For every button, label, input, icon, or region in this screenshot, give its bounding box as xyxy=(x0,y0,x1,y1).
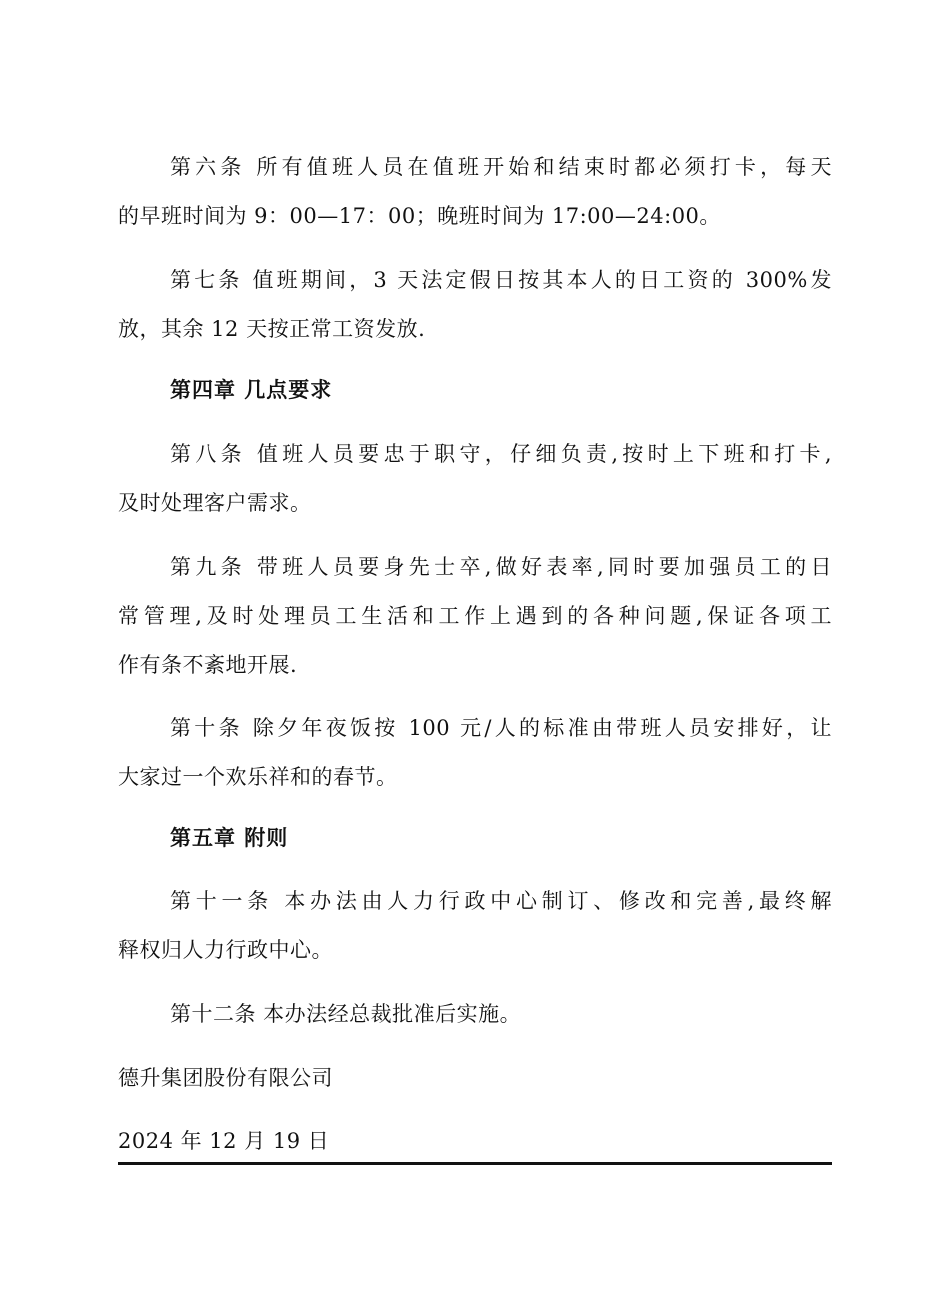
article-10-line-1: 第十条 除夕年夜饭按 100 元/人的标准由带班人员安排好，让 xyxy=(170,716,832,740)
article-9-line-3: 作有条不紊地开展. xyxy=(118,653,298,677)
footer-divider xyxy=(118,1162,832,1165)
article-7-line-2: 放，其余 12 天按正常工资发放. xyxy=(118,317,426,341)
chapter-5-heading: 第五章 附则 xyxy=(170,826,289,850)
company-name: 德升集团股份有限公司 xyxy=(118,1066,333,1090)
article-6-line-1: 第六条 所有值班人员在值班开始和结束时都必须打卡，每天 xyxy=(170,155,832,179)
article-7-line-1: 第七条 值班期间，3 天法定假日按其本人的日工资的 300%发 xyxy=(170,268,832,292)
article-10-line-2: 大家过一个欢乐祥和的春节。 xyxy=(118,765,398,789)
article-8-line-2: 及时处理客户需求。 xyxy=(118,491,312,515)
article-11-line-2: 释权归人力行政中心。 xyxy=(118,938,333,962)
article-6-line-2: 的早班时间为 9：00—17：00；晚班时间为 17:00—24:00。 xyxy=(118,204,721,228)
chapter-4-heading: 第四章 几点要求 xyxy=(170,378,333,402)
article-9-line-2: 常管理,及时处理员工生活和工作上遇到的各种问题,保证各项工 xyxy=(118,604,832,628)
article-9-line-1: 第九条 带班人员要身先士卒,做好表率,同时要加强员工的日 xyxy=(170,555,832,579)
article-11-line-1: 第十一条 本办法由人力行政中心制订、修改和完善,最终解 xyxy=(170,889,832,913)
article-8-line-1: 第八条 值班人员要忠于职守，仔细负责,按时上下班和打卡, xyxy=(170,442,832,466)
document-date: 2024 年 12 月 19 日 xyxy=(118,1129,330,1153)
article-12-line-1: 第十二条 本办法经总裁批准后实施。 xyxy=(170,1002,522,1026)
